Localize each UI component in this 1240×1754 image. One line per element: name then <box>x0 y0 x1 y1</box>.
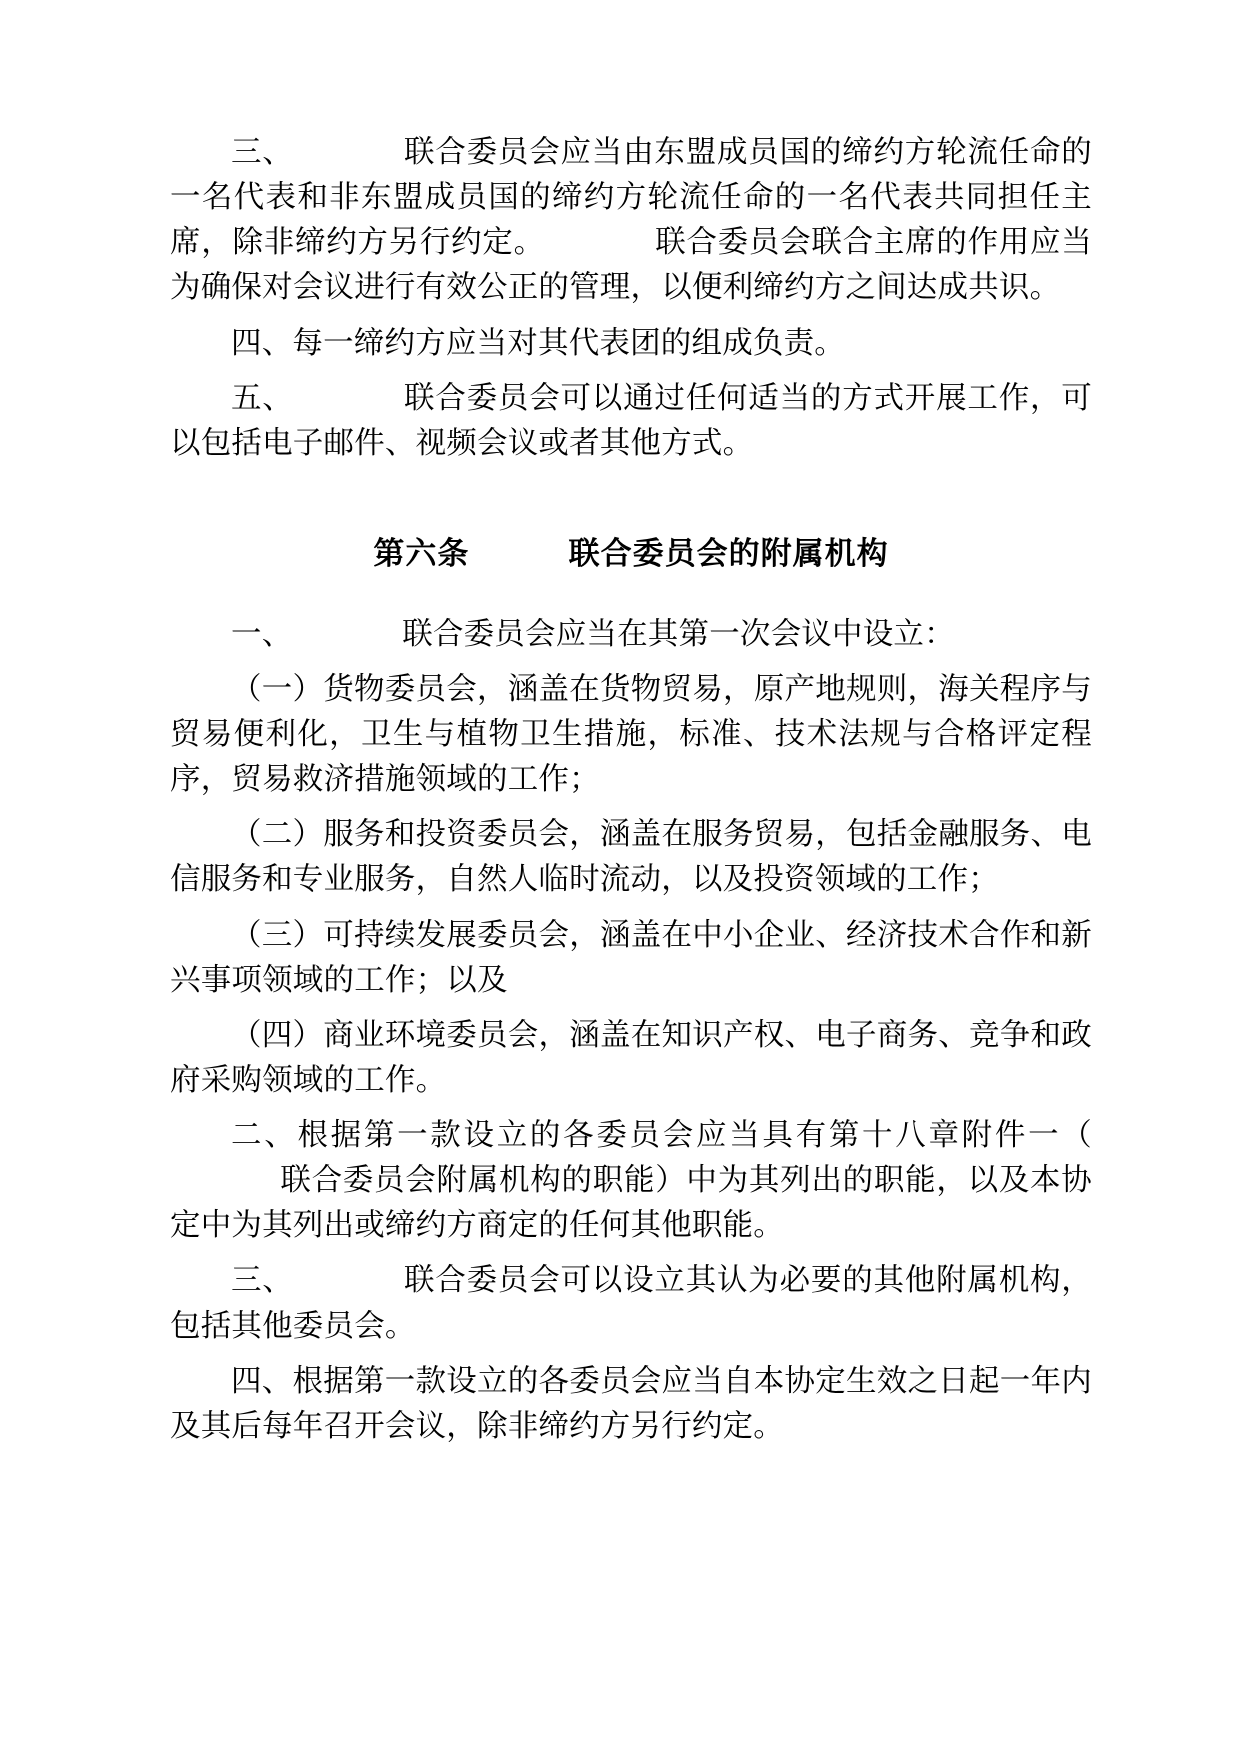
article-six-heading <box>170 532 1092 578</box>
paragraph-6-1-a-number: （一） <box>231 671 324 707</box>
paragraph-3 <box>170 130 1092 311</box>
paragraph-6-1-d <box>170 1013 1092 1103</box>
paragraph-6-1-d-text: 商业环境委员会，涵盖在知识产权、电子商务、竞争和政府采购领域的工作。 <box>170 1017 1093 1098</box>
paragraph-3-number: 三、 <box>231 135 294 170</box>
paragraph-6-3 <box>170 1258 1092 1348</box>
paragraph-6-1-a <box>170 667 1092 802</box>
paragraph-6-3-number: 三、 <box>231 1263 294 1299</box>
paragraph-6-1 <box>170 612 1092 657</box>
paragraph-6-1-a-text: 货物委员会，涵盖在货物贸易，原产地规则，海关程序与贸易便利化，卫生与植物卫生措施，标准、技术法规与合格评定程序，贸易救济措施领域的工作； <box>170 671 1093 798</box>
paragraph-5 <box>170 376 1092 466</box>
paragraph-5-text: 联合委员会可以通过任何适当的方式开展工作，可以包括电子邮件、视频会议或者其他方式。 <box>170 380 1092 461</box>
document-body <box>170 130 1092 1449</box>
paragraph-6-1-b-number: （二） <box>231 817 324 853</box>
paragraph-4-number: 四、 <box>231 325 293 361</box>
article-six-title: 联合委员会的附属机构 <box>568 535 889 572</box>
paragraph-6-1-c-text: 可持续发展委员会，涵盖在中小企业、经济技术合作和新兴事项领域的工作；以及 <box>170 917 1093 998</box>
paragraph-3-text-cont: 联合委员会联合主席的作用应当为确保对会议进行有效公正的管理，以便利缔约方之间达成共识。 <box>170 225 1092 306</box>
paragraph-6-3-text: 联合委员会可以设立其认为必要的其他附属机构，包括其他委员会。 <box>170 1263 1092 1344</box>
article-six-number: 第六条 <box>373 535 470 572</box>
paragraph-4 <box>170 321 1092 366</box>
paragraph-6-4-number: 四、 <box>231 1363 293 1399</box>
paragraph-6-2-number: 二、 <box>231 1118 298 1153</box>
paragraph-6-1-b <box>170 812 1092 902</box>
paragraph-4-text: 每一缔约方应当对其代表团的组成负责。 <box>292 325 846 361</box>
paragraph-3-text: 联合委员会应当由东盟成员国的缔约方轮流任命的一名代表和非东盟成员国的缔约方轮流任命的一名代表共同担任主席，除非缔约方另行约定。 <box>170 135 1092 261</box>
paragraph-6-1-b-text: 服务和投资委员会，涵盖在服务贸易，包括金融服务、电信服务和专业服务，自然人临时流动，以及投资领域的工作； <box>170 817 1093 898</box>
paragraph-6-1-text: 联合委员会应当在其第一次会议中设立： <box>402 616 955 652</box>
paragraph-6-4 <box>170 1359 1092 1449</box>
paragraph-6-1-c <box>170 913 1092 1003</box>
paragraph-6-1-d-number: （四） <box>231 1017 324 1053</box>
paragraph-6-2 <box>170 1113 1092 1248</box>
paragraph-5-number: 五、 <box>231 380 294 416</box>
paragraph-6-1-number: 一、 <box>231 616 293 652</box>
paragraph-6-4-text: 根据第一款设立的各委员会应当自本协定生效之日起一年内及其后每年召开会议，除非缔约方另行约定。 <box>170 1363 1093 1444</box>
paragraph-6-2-text: 根据第一款设立的各委员会应当具有第十八章附件一（ <box>297 1118 1092 1153</box>
paragraph-6-1-c-number: （三） <box>231 917 324 953</box>
paragraph-6-2-text-cont: 联合委员会附属机构的职能）中为其列出的职能，以及本协定中为其列出或缔约方商定的任何其他职能。 <box>170 1163 1092 1244</box>
